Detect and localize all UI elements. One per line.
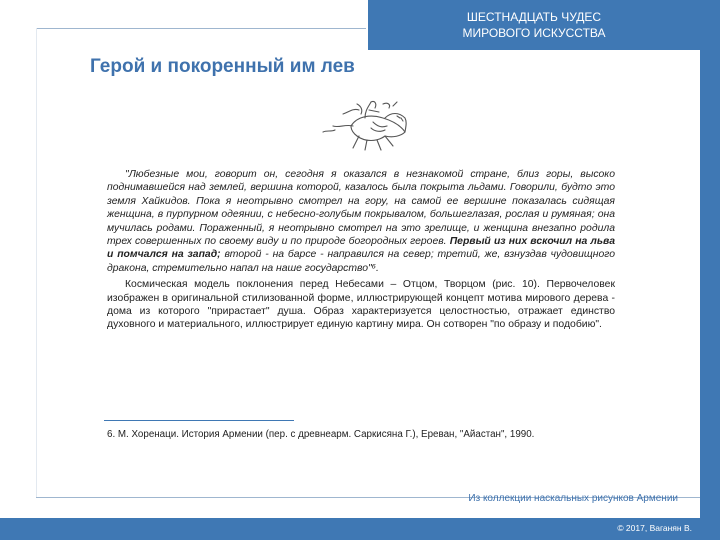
- footnote: 6. М. Хоренаци. История Армении (пер. с древнеарм. Саркисяна Г.), Ереван, "Айастан", 1990.: [107, 429, 535, 440]
- quote-text-part-2: второй - на барсе - направился на север; третий, же, взнуздав чудовищного дракона, стремительно напал на наше государство"⁶.: [107, 249, 616, 274]
- copyright-notice: © 2017, Ваганян В.: [617, 523, 692, 533]
- page-title: Герой и покоренный им лев: [90, 56, 355, 77]
- banner-line-2: МИРОВОГО ИСКУССТВА: [462, 26, 606, 40]
- body-paragraph: Космическая модель поклонения перед Небесами – Отцом, Творцом (рис. 10). Первочеловек изображен в оригинальной стилизованной форме, иллюстрирующей концепт мотива мирового дерева - дома из которого "прирастает" душа. Образ характеризуется целостностью, отражает единство духовного и материального, иллюстрирует единую картину мира. Он сотворен "по образу и подобию".: [107, 279, 615, 331]
- right-accent-bar: [700, 0, 720, 540]
- rock-carving-rider-icon: [313, 96, 417, 158]
- frame-left-line: [36, 28, 37, 498]
- quote-text-part-1: "Любезные мои, говорит он, сегодня я оказался в незнакомой стране, близ горы, высоко поднимавшейся над землей, вершина которой, казалось была покрыта льдами. Говорили, будто это земля Хайкидов. Пока я неотрывно смотрел на гору, на самой ее вершине показалась сидящая женщина, в пурпурном одеянии, с небесно-голубым покрывалом, большеглазая, рослая и румяная; она мучилась родами. Пораженный, я неотрывно смотрел на это зрелище, и женщина внезапно родила трех совершенных по своему виду и по природе богородных героев.: [107, 169, 615, 248]
- footnote-divider: [104, 420, 294, 421]
- title-banner: [368, 0, 700, 50]
- main-text: [107, 168, 615, 332]
- frame-top-line: [36, 28, 366, 29]
- banner-line-1: ШЕСТНАДЦАТЬ ЧУДЕС: [466, 10, 602, 24]
- quote-paragraph: [107, 168, 615, 275]
- image-caption: Из коллекции наскальных рисунков Армении: [468, 493, 678, 504]
- quote-bold-text: Первый из них вскочил на льва и помчался на запад;: [107, 236, 615, 261]
